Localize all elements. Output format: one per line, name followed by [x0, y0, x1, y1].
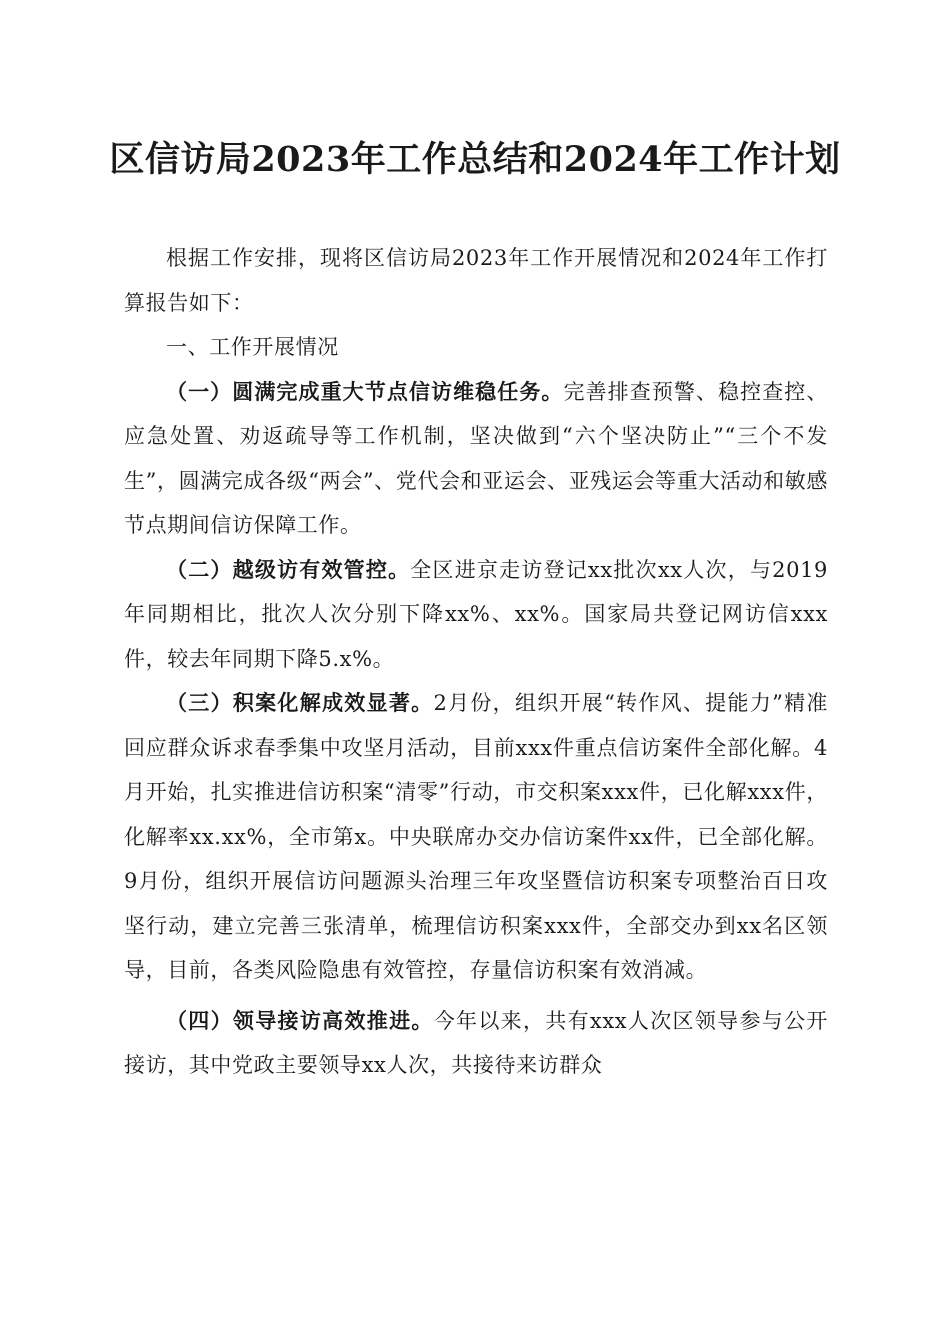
item-text: 完善排查预警、稳控查控、应急处置、劝返疏导等工作机制，坚决做到“六个坚决防止”“三个不发生”，圆满完成各级“两会”、党代会和亚运会、亚残运会等重大活动和敏感节点期间信访保障工作。	[124, 379, 828, 537]
item-lead: （二）越级访有效管控。	[166, 556, 411, 582]
document-title: 区信访局2023年工作总结和2024年工作计划	[109, 139, 841, 180]
item-text: 2月份，组织开展“转作风、提能力”精准回应群众诉求春季集中攻坚月活动，目前xxx件重点信访案件全部化解。4月开始，扎实推进信访积案“清零”行动，市交积案xxx件，已化解xxx件，化解率xx.xx%，全市第x。中央联席办交办信访案件xx件，已全部化解。9月份，组织开展信访问题源头治理三年攻坚暨信访积案专项整治百日攻坚行动，建立完善三张清单，梳理信访积案xxx件，全部交办到xx名区领导，目前，各类风险隐患有效管控，存量信访积案有效消减。	[124, 691, 829, 982]
item-lead: （一）圆满完成重大节点信访维稳任务。	[166, 378, 564, 404]
paragraph-item-3	[124, 681, 828, 993]
paragraph-item-1	[124, 370, 828, 548]
item-lead: （三）积案化解成效显著。	[166, 690, 434, 715]
section-heading: 一、工作开展情况	[166, 335, 339, 359]
document-body	[124, 236, 828, 1088]
paragraph-item-4	[124, 999, 828, 1088]
item-text: 全区进京走访登记xx批次xx人次，与2019年同期相比，批次人次分别下降xx%、xx%。国家局共登记网访信xxx件，较去年同期下降5.x%。	[124, 557, 828, 671]
item-lead: （四）领导接访高效推进。	[166, 1007, 434, 1033]
paragraph-item-2	[124, 548, 828, 682]
item-text: 今年以来，共有xxx人次区领导参与公开接访，其中党政主要领导xx人次，共接待来访群众	[124, 1008, 828, 1077]
intro-paragraph: 根据工作安排，现将区信访局2023年工作开展情况和2024年工作打算报告如下：	[124, 246, 828, 315]
